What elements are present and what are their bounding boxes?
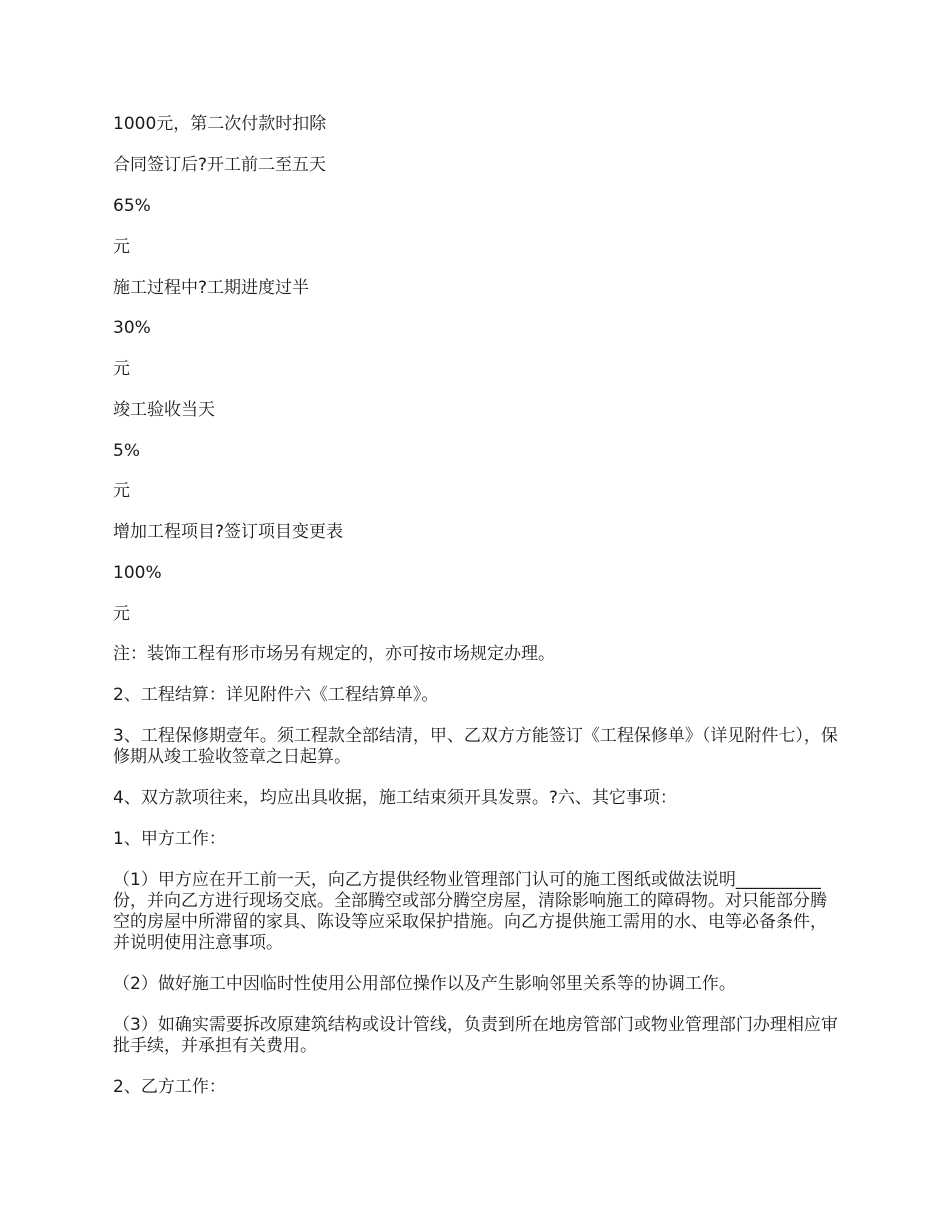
second-payment-amount: 元 — [113, 359, 130, 379]
final-payment-stage: 竣工验收当天 — [113, 400, 215, 420]
additional-items-stage: 增加工程项目?签订项目变更表 — [113, 522, 344, 542]
additional-items-percent: 100% — [113, 563, 162, 583]
second-payment-percent: 30% — [113, 318, 151, 338]
first-payment-stage: 合同签订后?开工前二至五天 — [113, 155, 327, 175]
party-a-item-2: （2）做好施工中因临时性使用公用部位操作以及产生影响邻里关系等的协调工作。 — [113, 974, 736, 994]
first-payment-percent: 65% — [113, 196, 151, 216]
party-a-item-3: （3）如确实需要拆改原建筑结构或设计管线，负责到所在地房管部门或物业管理部门办理相应审批手续，并承担有关费用。 — [113, 1015, 838, 1056]
section-party-a-work: 1、甲方工作： — [113, 829, 226, 849]
first-payment-amount: 元 — [113, 237, 130, 257]
payment-note-line: 1000元，第二次付款时扣除 — [113, 114, 327, 134]
additional-items-amount: 元 — [113, 604, 130, 624]
final-payment-amount: 元 — [113, 481, 130, 501]
market-rule-note: 注：装饰工程有形市场另有规定的，亦可按市场规定办理。 — [113, 644, 555, 664]
clause-warranty: 3、工程保修期壹年。须工程款全部结清，甲、乙双方方能签订《工程保修单》（详见附件七），保修期从竣工验收签章之日起算。 — [113, 726, 838, 767]
second-payment-stage: 施工过程中?工期进度过半 — [113, 278, 310, 298]
clause-settlement: 2、工程结算：详见附件六《工程结算单》。 — [113, 685, 439, 705]
final-payment-percent: 5% — [113, 441, 140, 461]
clause-receipts: 4、双方款项往来，均应出具收据，施工结束须开具发票。?六、其它事项： — [113, 788, 677, 808]
section-party-b-work: 2、乙方工作： — [113, 1077, 226, 1097]
party-a-item-1: （1）甲方应在开工前一天，向乙方提供经物业管理部门认可的施工图纸或做法说明__________份，并向乙方进行现场交底。全部腾空或部分腾空房屋，清除影响施工的障碍物。对只能部分腾空的房屋中所滞留的家具、陈设等应采取保护措施。向乙方提供施工需用的水、电等必备条件，并说明使用注意事项。 — [113, 870, 827, 953]
